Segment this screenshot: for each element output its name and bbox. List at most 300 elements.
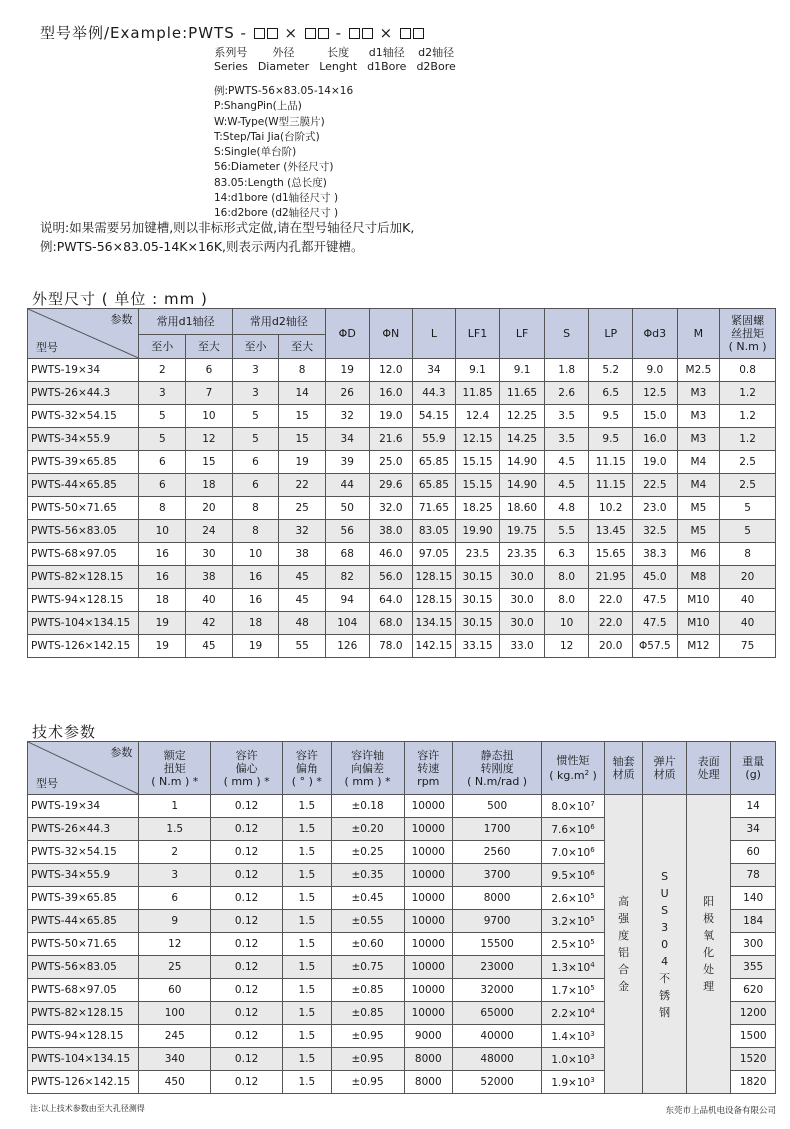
value-cell: 3700 bbox=[453, 864, 542, 887]
value-cell: 0.12 bbox=[211, 910, 283, 933]
value-cell: 56 bbox=[325, 520, 369, 543]
value-cell: 29.6 bbox=[369, 474, 413, 497]
value-cell: 12.5 bbox=[633, 382, 678, 405]
value-cell: 15 bbox=[279, 428, 326, 451]
value-cell: 23.5 bbox=[455, 543, 500, 566]
table-row bbox=[28, 589, 776, 612]
times-sign: × bbox=[284, 24, 299, 42]
value-cell: 30.0 bbox=[500, 566, 545, 589]
value-cell: 6 bbox=[139, 451, 186, 474]
value-cell: 1 bbox=[139, 795, 211, 818]
value-cell: 78 bbox=[731, 864, 776, 887]
value-cell: 2560 bbox=[453, 841, 542, 864]
value-cell: 60 bbox=[139, 979, 211, 1002]
value-cell: 0.12 bbox=[211, 933, 283, 956]
value-cell: 3 bbox=[232, 382, 279, 405]
value-cell: 1.5 bbox=[283, 979, 332, 1002]
value-cell: 6 bbox=[139, 474, 186, 497]
spring-material-cell: S U S 3 0 4 不 锈 钢 bbox=[643, 795, 687, 1094]
value-cell: 47.5 bbox=[633, 589, 678, 612]
model-cell: PWTS-104×134.15 bbox=[28, 1048, 139, 1071]
value-cell: 14.90 bbox=[500, 451, 545, 474]
value-cell: 19 bbox=[139, 612, 186, 635]
value-cell: 13.45 bbox=[589, 520, 633, 543]
value-cell: ±0.55 bbox=[331, 910, 404, 933]
inertia-cell: $1.0\times 10^3$ bbox=[542, 1048, 605, 1071]
surface-treatment-cell: 阳 极 氧 化 处 理 bbox=[686, 795, 731, 1094]
value-cell: 15.0 bbox=[633, 405, 678, 428]
torque-header: 紧固螺 丝扭矩 ( N.m ) bbox=[720, 309, 776, 359]
value-cell: 16.0 bbox=[633, 428, 678, 451]
table-row bbox=[28, 520, 776, 543]
value-cell: 40 bbox=[720, 612, 776, 635]
value-cell: 46.0 bbox=[369, 543, 413, 566]
value-cell: M12 bbox=[677, 635, 720, 658]
model-cell: PWTS-19×34 bbox=[28, 795, 139, 818]
value-cell: M3 bbox=[677, 382, 720, 405]
value-cell: 18.60 bbox=[500, 497, 545, 520]
value-cell: 20 bbox=[720, 566, 776, 589]
value-cell: 12 bbox=[139, 933, 211, 956]
value-cell: 19 bbox=[279, 451, 326, 474]
value-cell: M4 bbox=[677, 451, 720, 474]
value-cell: 15.15 bbox=[455, 451, 500, 474]
value-cell: 48000 bbox=[453, 1048, 542, 1071]
value-cell: 620 bbox=[731, 979, 776, 1002]
value-cell: 16 bbox=[232, 589, 279, 612]
value-cell: 1820 bbox=[731, 1071, 776, 1094]
value-cell: 34 bbox=[325, 428, 369, 451]
table-row bbox=[28, 405, 776, 428]
value-cell: 24 bbox=[186, 520, 233, 543]
value-cell: 45 bbox=[279, 566, 326, 589]
value-cell: 78.0 bbox=[369, 635, 413, 658]
value-cell: 1.5 bbox=[283, 795, 332, 818]
value-cell: 5 bbox=[232, 405, 279, 428]
value-cell: 5 bbox=[720, 520, 776, 543]
value-cell: 44.3 bbox=[413, 382, 456, 405]
table-row bbox=[28, 795, 776, 818]
value-cell: 128.15 bbox=[413, 589, 456, 612]
value-cell: M5 bbox=[677, 520, 720, 543]
value-cell: 6.5 bbox=[589, 382, 633, 405]
value-cell: 128.15 bbox=[413, 566, 456, 589]
dimensions-table: 参数 型号 常用d1轴径 常用d2轴径 ΦD ΦN L LF1 LF S LP Φd3 M 紧固螺 丝扭矩 ( N.m ) 至小 至大 至小 至大 PWTS-19×34 2 6 3 8 19 12.0 34 9.1 9.1 1.8 5.2 9.0 M2.5 0.8 PWTS-26×44.3 3 7 3 14 26 16.0 44.3 11.85 11.65 2.6 6.5 12.5 M3 1.2 PWTS-32×54.15 5 10 5 15 32 19.0 54.15 12.4 12.25 3.5 9.5 15.0 M3 1.2 PWTS-34×55.9 5 12 5 15 34 21.6 55.9 12.15 14.25 3.5 9.5 16.0 M3 1.2 PWTS-39×65.85 6 15 6 19 39 25.0 65.85 15.15 14.90 4.5 11.15 19.0 M4 2.5 PWTS-44×65.85 6 18 6 22 44 29.6 65.85 15.15 14.90 4.5 11.15 22.5 M4 2.5 PWTS-50×71.65 8 20 8 25 50 32.0 71.65 18.25 18.60 4.8 10.2 23.0 M5 5 PWTS-56×83.05 10 24 8 32 56 38.0 83.05 19.90 19.75 5.5 13.45 32.5 M5 5 PWTS-68×97.05 16 30 10 38 68 46.0 97.05 23.5 23.35 6.3 15.65 38.3 M6 8 PWTS-82×128.15 16 38 16 45 82 56.0 128.15 30.15 30.0 8.0 21.95 45.0 M8 20 PWTS-94×128.15 18 40 16 45 94 64.0 128.15 30.15 30.0 8.0 22.0 47.5 M10 40 PWTS-104×134.15 19 42 18 48 104 68.0 134.15 30.15 30.0 10 22.0 47.5 M10 40 PWTS-126×142.15 19 45 19 55 126 78.0 142.15 33.15 33.0 12 20.0 Φ57.5 M12 75 bbox=[27, 308, 776, 658]
value-cell: 22.0 bbox=[589, 612, 633, 635]
value-cell: 11.65 bbox=[500, 382, 545, 405]
value-cell: 10000 bbox=[404, 1002, 453, 1025]
value-cell: ±0.18 bbox=[331, 795, 404, 818]
value-cell: 8 bbox=[279, 359, 326, 382]
value-cell: 12.25 bbox=[500, 405, 545, 428]
inertia-cell: $2.5\times 10^5$ bbox=[542, 933, 605, 956]
code-box bbox=[318, 28, 329, 39]
value-cell: 0.12 bbox=[211, 795, 283, 818]
value-cell: 10000 bbox=[404, 864, 453, 887]
table-row bbox=[28, 543, 776, 566]
value-cell: 30.15 bbox=[455, 589, 500, 612]
sleeve-material-cell: 高 强 度 铝 合 金 bbox=[604, 795, 642, 1094]
value-cell: 20.0 bbox=[589, 635, 633, 658]
value-cell: 10000 bbox=[404, 956, 453, 979]
dash-sign: - bbox=[335, 24, 343, 42]
value-cell: 4.8 bbox=[544, 497, 589, 520]
value-cell: 23.35 bbox=[500, 543, 545, 566]
value-cell: 9700 bbox=[453, 910, 542, 933]
value-cell: 2.6 bbox=[544, 382, 589, 405]
code-box bbox=[267, 28, 278, 39]
model-cell: PWTS-68×97.05 bbox=[28, 979, 139, 1002]
corner-header: 参数 型号 bbox=[28, 742, 139, 795]
value-cell: 5.2 bbox=[589, 359, 633, 382]
value-cell: 40000 bbox=[453, 1025, 542, 1048]
code-box bbox=[400, 28, 411, 39]
table-row bbox=[28, 566, 776, 589]
value-cell: 1.5 bbox=[283, 818, 332, 841]
model-cell: PWTS-32×54.15 bbox=[28, 405, 139, 428]
code-field: 系列号 Series bbox=[214, 46, 248, 73]
model-cell: PWTS-56×83.05 bbox=[28, 520, 139, 543]
value-cell: M3 bbox=[677, 428, 720, 451]
value-cell: 0.12 bbox=[211, 1002, 283, 1025]
value-cell: 14.90 bbox=[500, 474, 545, 497]
value-cell: 45 bbox=[186, 635, 233, 658]
value-cell: 97.05 bbox=[413, 543, 456, 566]
value-cell: 10000 bbox=[404, 887, 453, 910]
value-cell: 1.5 bbox=[283, 1071, 332, 1094]
model-cell: PWTS-104×134.15 bbox=[28, 612, 139, 635]
value-cell: 19 bbox=[325, 359, 369, 382]
value-cell: 6 bbox=[186, 359, 233, 382]
table-row bbox=[28, 612, 776, 635]
value-cell: 9.5 bbox=[589, 405, 633, 428]
code-field: d1轴径 d1Bore bbox=[367, 46, 407, 73]
model-cell: PWTS-44×65.85 bbox=[28, 910, 139, 933]
value-cell: 12.4 bbox=[455, 405, 500, 428]
value-cell: 38 bbox=[279, 543, 326, 566]
value-cell: 1520 bbox=[731, 1048, 776, 1071]
value-cell: 16 bbox=[139, 566, 186, 589]
value-cell: 0.12 bbox=[211, 1025, 283, 1048]
inertia-cell: $1.9\times 10^3$ bbox=[542, 1071, 605, 1094]
value-cell: 34 bbox=[731, 818, 776, 841]
value-cell: 14 bbox=[279, 382, 326, 405]
value-cell: 3 bbox=[232, 359, 279, 382]
value-cell: M6 bbox=[677, 543, 720, 566]
value-cell: 5 bbox=[232, 428, 279, 451]
value-cell: 14.25 bbox=[500, 428, 545, 451]
value-cell: 9.5 bbox=[589, 428, 633, 451]
value-cell: 10000 bbox=[404, 933, 453, 956]
value-cell: 4.5 bbox=[544, 474, 589, 497]
value-cell: ±0.25 bbox=[331, 841, 404, 864]
value-cell: 9000 bbox=[404, 1025, 453, 1048]
value-cell: M8 bbox=[677, 566, 720, 589]
value-cell: ±0.60 bbox=[331, 933, 404, 956]
value-cell: 16 bbox=[232, 566, 279, 589]
value-cell: 450 bbox=[139, 1071, 211, 1094]
model-cell: PWTS-68×97.05 bbox=[28, 543, 139, 566]
value-cell: 22.0 bbox=[589, 589, 633, 612]
value-cell: 6 bbox=[232, 474, 279, 497]
value-cell: 19.0 bbox=[633, 451, 678, 474]
value-cell: 300 bbox=[731, 933, 776, 956]
value-cell: 55.9 bbox=[413, 428, 456, 451]
value-cell: 0.12 bbox=[211, 887, 283, 910]
model-cell: PWTS-34×55.9 bbox=[28, 428, 139, 451]
value-cell: 340 bbox=[139, 1048, 211, 1071]
code-field: d2轴径 d2Bore bbox=[416, 46, 456, 73]
value-cell: 104 bbox=[325, 612, 369, 635]
value-cell: 10 bbox=[139, 520, 186, 543]
value-cell: ±0.85 bbox=[331, 979, 404, 1002]
value-cell: 9.1 bbox=[455, 359, 500, 382]
value-cell: 8 bbox=[720, 543, 776, 566]
model-example-title bbox=[40, 22, 425, 43]
value-cell: 6 bbox=[139, 887, 211, 910]
value-cell: 3 bbox=[139, 382, 186, 405]
value-cell: 54.15 bbox=[413, 405, 456, 428]
value-cell: 0.12 bbox=[211, 1071, 283, 1094]
value-cell: 1.2 bbox=[720, 428, 776, 451]
value-cell: 33.0 bbox=[500, 635, 545, 658]
d2-group-header: 常用d2轴径 bbox=[232, 309, 325, 335]
value-cell: 6 bbox=[232, 451, 279, 474]
model-cell: PWTS-26×44.3 bbox=[28, 818, 139, 841]
value-cell: 38.3 bbox=[633, 543, 678, 566]
value-cell: 21.6 bbox=[369, 428, 413, 451]
value-cell: 5 bbox=[139, 405, 186, 428]
value-cell: 11.15 bbox=[589, 451, 633, 474]
value-cell: 68.0 bbox=[369, 612, 413, 635]
value-cell: ±0.75 bbox=[331, 956, 404, 979]
value-cell: 23.0 bbox=[633, 497, 678, 520]
value-cell: 32.0 bbox=[369, 497, 413, 520]
value-cell: 38 bbox=[186, 566, 233, 589]
value-cell: 65000 bbox=[453, 1002, 542, 1025]
value-cell: 142.15 bbox=[413, 635, 456, 658]
value-cell: 126 bbox=[325, 635, 369, 658]
inertia-cell: $9.5\times 10^6$ bbox=[542, 864, 605, 887]
code-field: 外径 Diameter bbox=[257, 46, 310, 73]
value-cell: 20 bbox=[186, 497, 233, 520]
value-cell: 30.0 bbox=[500, 589, 545, 612]
table-row bbox=[28, 497, 776, 520]
value-cell: 4.5 bbox=[544, 451, 589, 474]
value-cell: ±0.95 bbox=[331, 1071, 404, 1094]
value-cell: 1.5 bbox=[283, 864, 332, 887]
title-prefix: 型号举例/Example:PWTS - bbox=[40, 24, 247, 42]
model-cell: PWTS-82×128.15 bbox=[28, 566, 139, 589]
value-cell: M2.5 bbox=[677, 359, 720, 382]
table-row bbox=[28, 359, 776, 382]
model-cell: PWTS-39×65.85 bbox=[28, 887, 139, 910]
value-cell: 32000 bbox=[453, 979, 542, 1002]
inertia-cell: $1.3\times 10^4$ bbox=[542, 956, 605, 979]
table-row bbox=[28, 428, 776, 451]
value-cell: 94 bbox=[325, 589, 369, 612]
value-cell: 134.15 bbox=[413, 612, 456, 635]
value-cell: 25 bbox=[139, 956, 211, 979]
value-cell: 1500 bbox=[731, 1025, 776, 1048]
example-explanation: 例:PWTS-56×83.05-14×16 P:ShangPin(上品) W:W-Type(W型三膜片) T:Step/Tai Jia(台阶式) S:Single(单台阶) 56:Diameter (外径尺寸) 83.05:Length (总长度) 14:d1bore (d1轴径尺寸 ) 16:d2bore (d2轴径尺寸 ) bbox=[214, 85, 354, 220]
value-cell: 45.0 bbox=[633, 566, 678, 589]
value-cell: 3 bbox=[139, 864, 211, 887]
value-cell: 19.90 bbox=[455, 520, 500, 543]
value-cell: 40 bbox=[720, 589, 776, 612]
value-cell: 18 bbox=[232, 612, 279, 635]
value-cell: M5 bbox=[677, 497, 720, 520]
value-cell: 0.8 bbox=[720, 359, 776, 382]
value-cell: 19 bbox=[232, 635, 279, 658]
value-cell: 55 bbox=[279, 635, 326, 658]
code-box bbox=[349, 28, 360, 39]
model-cell: PWTS-94×128.15 bbox=[28, 589, 139, 612]
model-cell: PWTS-50×71.65 bbox=[28, 933, 139, 956]
value-cell: 1.5 bbox=[139, 818, 211, 841]
value-cell: 30.15 bbox=[455, 566, 500, 589]
value-cell: 1.5 bbox=[283, 910, 332, 933]
value-cell: 2.5 bbox=[720, 474, 776, 497]
inertia-cell: $3.2\times 10^5$ bbox=[542, 910, 605, 933]
value-cell: 68 bbox=[325, 543, 369, 566]
value-cell: Φ57.5 bbox=[633, 635, 678, 658]
model-cell: PWTS-82×128.15 bbox=[28, 1002, 139, 1025]
value-cell: 8 bbox=[232, 520, 279, 543]
dims-section-title: 外型尺寸 ( 单位 : mm ) bbox=[32, 290, 208, 308]
model-cell: PWTS-50×71.65 bbox=[28, 497, 139, 520]
value-cell: 15.15 bbox=[455, 474, 500, 497]
model-cell: PWTS-56×83.05 bbox=[28, 956, 139, 979]
tech-params-table: 参数 型号 额定 扭矩 ( N.m ) * 容许 偏心 ( mm ) * 容许 偏角 ( ° ) * 容许轴 向偏差 ( mm ) * 容许 转速 rpm 静态扭 转刚度 ( N.m/rad ) 惯性矩 ( $kg.m^2$ ) 轴套 材质 弹片 材质 表面 处理 重量 (g) PWTS-19×34 1 0.12 1.5 ±0.18 10000 500 $8.0\times 10^7$ 高 强 度 铝 合 金 S U S 3 0 4 不 锈 钢 阳 极 氧 化 处 理 14 PWTS-26×44.3 1.5 0.12 1.5 ±0.20 10000 1700 $7.6\times 10^6$ 34 PWTS-32×54.15 2 0.12 1.5 ±0.25 10000 2560 $7.0\times 10^6$ 60 PWTS-34×55.9 3 0.12 1.5 ±0.35 10000 3700 $9.5\times 10^6$ 78 PWTS-39×65.85 6 0.12 1.5 ±0.45 10000 8000 $2.6\times 10^5$ 140 PWTS-44×65.85 9 0.12 1.5 ±0.55 10000 9700 $3.2\times 10^5$ 184 PWTS-50×71.65 12 0.12 1.5 ±0.60 10000 15500 $2.5\times 10^5$ 300 PWTS-56×83.05 25 0.12 1.5 ±0.75 10000 23000 $1.3\times 10^4$ 355 PWTS-68×97.05 60 0.12 1.5 ±0.85 10000 32000 $1.7\times 10^5$ 620 PWTS-82×128.15 100 0.12 1.5 ±0.85 10000 65000 $2.2\times 10^4$ 1200 PWTS-94×128.15 245 0.12 1.5 ±0.95 9000 40000 $1.4\times 10^3$ 1500 PWTS-104×134.15 340 0.12 1.5 ±0.95 8000 48000 $1.0\times 10^3$ 1520 PWTS-126×142.15 450 0.12 1.5 ±0.95 8000 52000 $1.9\times 10^3$ 1820 bbox=[27, 741, 776, 1094]
value-cell: 19.75 bbox=[500, 520, 545, 543]
value-cell: 10.2 bbox=[589, 497, 633, 520]
corner-header: 参数 型号 bbox=[28, 309, 139, 359]
value-cell: 60 bbox=[731, 841, 776, 864]
footnote: 注:以上技术参数由至大孔径测得 bbox=[30, 1104, 145, 1113]
value-cell: M4 bbox=[677, 474, 720, 497]
value-cell: 15 bbox=[279, 405, 326, 428]
value-cell: 1.5 bbox=[283, 841, 332, 864]
value-cell: 40 bbox=[186, 589, 233, 612]
value-cell: 19 bbox=[139, 635, 186, 658]
value-cell: 12.0 bbox=[369, 359, 413, 382]
value-cell: 11.15 bbox=[589, 474, 633, 497]
value-cell: 10000 bbox=[404, 979, 453, 1002]
value-cell: 10000 bbox=[404, 795, 453, 818]
value-cell: 65.85 bbox=[413, 451, 456, 474]
value-cell: 1.5 bbox=[283, 956, 332, 979]
value-cell: 82 bbox=[325, 566, 369, 589]
value-cell: 83.05 bbox=[413, 520, 456, 543]
value-cell: 75 bbox=[720, 635, 776, 658]
value-cell: 71.65 bbox=[413, 497, 456, 520]
d1-group-header: 常用d1轴径 bbox=[139, 309, 232, 335]
value-cell: 44 bbox=[325, 474, 369, 497]
value-cell: 56.0 bbox=[369, 566, 413, 589]
inertia-cell: $2.6\times 10^5$ bbox=[542, 887, 605, 910]
value-cell: ±0.85 bbox=[331, 1002, 404, 1025]
value-cell: 8.0 bbox=[544, 589, 589, 612]
value-cell: M10 bbox=[677, 612, 720, 635]
value-cell: 32.5 bbox=[633, 520, 678, 543]
inertia-cell: $1.7\times 10^5$ bbox=[542, 979, 605, 1002]
value-cell: 32 bbox=[279, 520, 326, 543]
table-row bbox=[28, 474, 776, 497]
model-cell: PWTS-32×54.15 bbox=[28, 841, 139, 864]
value-cell: 16 bbox=[139, 543, 186, 566]
value-cell: 10000 bbox=[404, 910, 453, 933]
value-cell: 30.15 bbox=[455, 612, 500, 635]
value-cell: 18 bbox=[186, 474, 233, 497]
value-cell: 140 bbox=[731, 887, 776, 910]
value-cell: 245 bbox=[139, 1025, 211, 1048]
value-cell: 3.5 bbox=[544, 428, 589, 451]
inertia-cell: $8.0\times 10^7$ bbox=[542, 795, 605, 818]
code-field-legend bbox=[214, 46, 466, 74]
value-cell: 48 bbox=[279, 612, 326, 635]
value-cell: 19.0 bbox=[369, 405, 413, 428]
value-cell: 18.25 bbox=[455, 497, 500, 520]
value-cell: 45 bbox=[279, 589, 326, 612]
model-cell: PWTS-94×128.15 bbox=[28, 1025, 139, 1048]
value-cell: 38.0 bbox=[369, 520, 413, 543]
value-cell: 23000 bbox=[453, 956, 542, 979]
code-box bbox=[413, 28, 424, 39]
value-cell: 10 bbox=[544, 612, 589, 635]
value-cell: 0.12 bbox=[211, 979, 283, 1002]
value-cell: 9.1 bbox=[500, 359, 545, 382]
value-cell: 47.5 bbox=[633, 612, 678, 635]
value-cell: 52000 bbox=[453, 1071, 542, 1094]
value-cell: 9 bbox=[139, 910, 211, 933]
value-cell: 0.12 bbox=[211, 864, 283, 887]
code-box bbox=[362, 28, 373, 39]
company-name: 东莞市上品机电设备有限公司 bbox=[665, 1106, 776, 1116]
value-cell: 65.85 bbox=[413, 474, 456, 497]
value-cell: 16.0 bbox=[369, 382, 413, 405]
value-cell: 21.95 bbox=[589, 566, 633, 589]
inertia-cell: $7.0\times 10^6$ bbox=[542, 841, 605, 864]
value-cell: 500 bbox=[453, 795, 542, 818]
value-cell: 8000 bbox=[404, 1071, 453, 1094]
value-cell: ±0.35 bbox=[331, 864, 404, 887]
value-cell: 0.12 bbox=[211, 841, 283, 864]
value-cell: M3 bbox=[677, 405, 720, 428]
value-cell: 30.0 bbox=[500, 612, 545, 635]
value-cell: 1.8 bbox=[544, 359, 589, 382]
value-cell: 11.85 bbox=[455, 382, 500, 405]
value-cell: 8000 bbox=[453, 887, 542, 910]
value-cell: 1.5 bbox=[283, 887, 332, 910]
model-cell: PWTS-26×44.3 bbox=[28, 382, 139, 405]
model-cell: PWTS-126×142.15 bbox=[28, 1071, 139, 1094]
value-cell: 50 bbox=[325, 497, 369, 520]
inertia-cell: $1.4\times 10^3$ bbox=[542, 1025, 605, 1048]
value-cell: 14 bbox=[731, 795, 776, 818]
value-cell: 1200 bbox=[731, 1002, 776, 1025]
value-cell: 30 bbox=[186, 543, 233, 566]
value-cell: 3.5 bbox=[544, 405, 589, 428]
value-cell: 1.2 bbox=[720, 382, 776, 405]
code-box bbox=[305, 28, 316, 39]
code-box bbox=[254, 28, 265, 39]
value-cell: 8 bbox=[232, 497, 279, 520]
value-cell: 1.5 bbox=[283, 1048, 332, 1071]
inertia-cell: $7.6\times 10^6$ bbox=[542, 818, 605, 841]
value-cell: ±0.20 bbox=[331, 818, 404, 841]
table-row bbox=[28, 635, 776, 658]
